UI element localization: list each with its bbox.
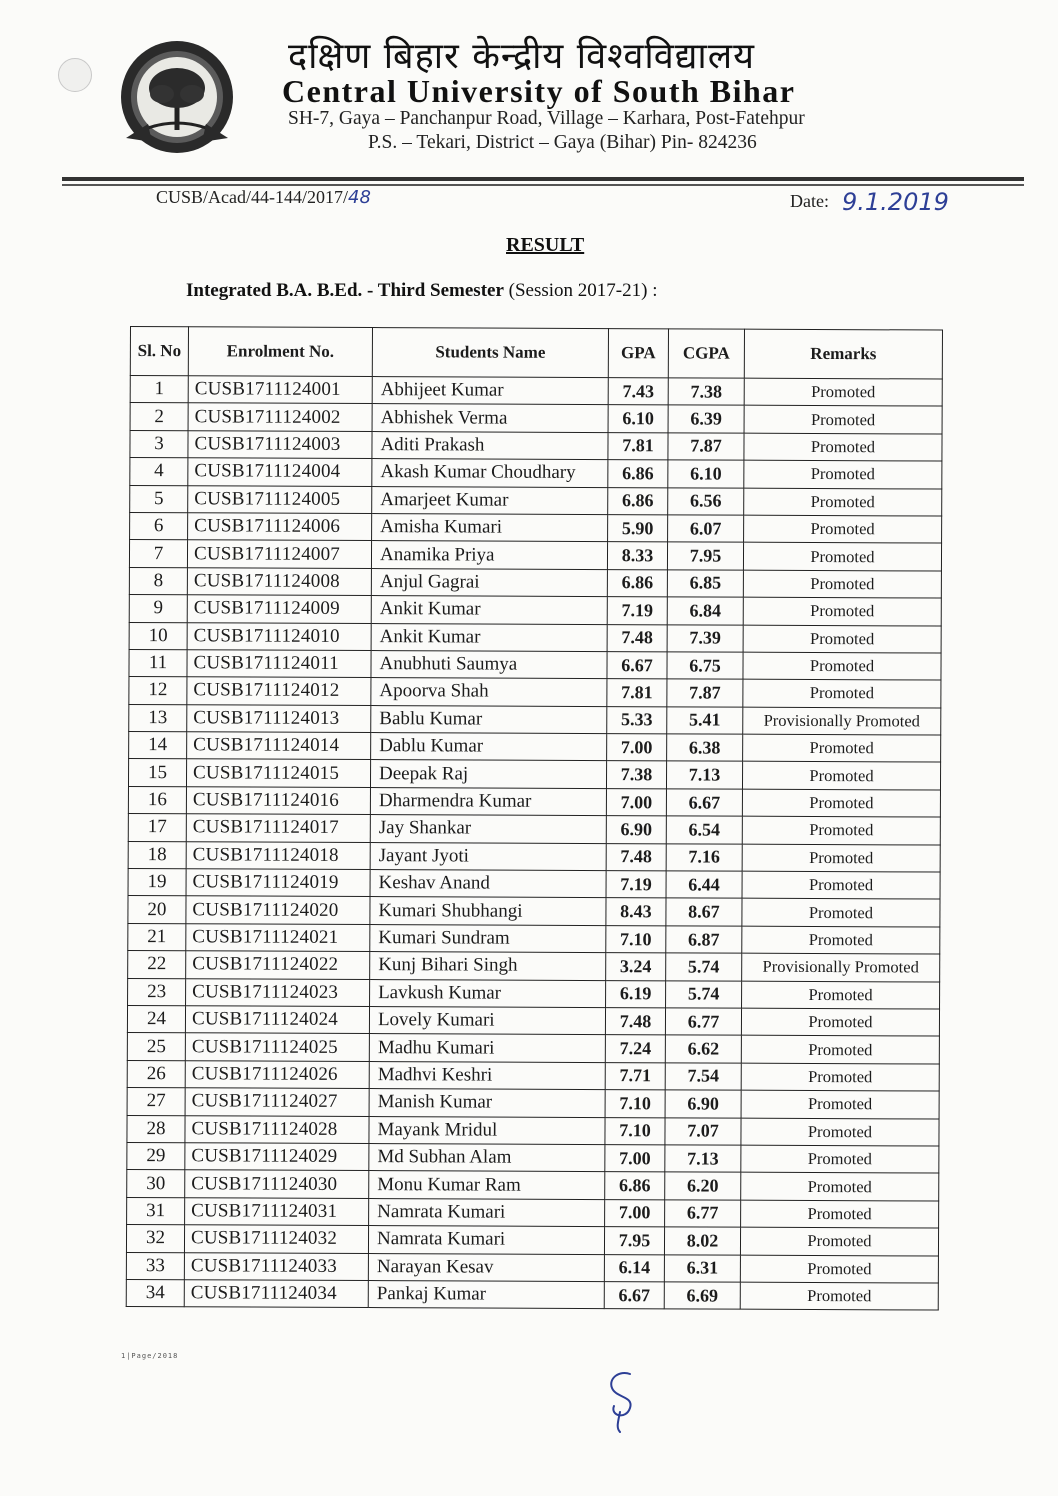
- session-info: (Session 2017-21) :: [503, 280, 658, 301]
- table-row: [129, 540, 941, 571]
- program-subtitle: [186, 280, 657, 302]
- reference-prefix: CUSB/Acad/44-144/2017/: [156, 187, 348, 207]
- table-row: [128, 978, 940, 1009]
- results-table-body: [126, 376, 942, 1311]
- cell-remarks: Promoted: [741, 1036, 939, 1064]
- cell-gpa: 7.10: [606, 925, 666, 953]
- cell-enrolment-no: CUSB1711124020: [186, 896, 370, 924]
- cell-cgpa: 6.31: [664, 1254, 740, 1282]
- cell-gpa: 6.67: [604, 1281, 664, 1309]
- cell-remarks: Promoted: [743, 543, 941, 571]
- cell-sl-no: 16: [128, 786, 186, 814]
- cell-gpa: 7.71: [605, 1062, 665, 1090]
- cell-remarks: Promoted: [742, 844, 940, 872]
- cell-student-name: Dablu Kumar: [371, 733, 607, 761]
- cell-gpa: 7.10: [605, 1090, 665, 1118]
- cell-sl-no: 18: [128, 841, 186, 869]
- header-student-name: Students Name: [372, 328, 608, 378]
- cell-enrolment-no: CUSB1711124015: [186, 759, 370, 787]
- cell-remarks: Promoted: [742, 871, 940, 899]
- cell-remarks: Promoted: [742, 816, 940, 844]
- cell-student-name: Kunj Bihari Singh: [370, 952, 606, 980]
- header-enrolment-no: Enrolment No.: [188, 327, 372, 377]
- cell-gpa: 6.86: [607, 569, 667, 597]
- table-row: [129, 649, 941, 680]
- cell-gpa: 8.33: [607, 542, 667, 570]
- cell-student-name: Pankaj Kumar: [368, 1280, 604, 1308]
- program-name: Integrated B.A. B.Ed. - Third Semester: [186, 280, 504, 301]
- cell-student-name: Ankit Kumar: [371, 623, 607, 651]
- cell-remarks: Provisionally Promoted: [742, 953, 940, 981]
- cell-remarks: Promoted: [742, 762, 940, 790]
- cell-student-name: Jayant Jyoti: [370, 842, 606, 870]
- cell-enrolment-no: CUSB1711124013: [187, 704, 371, 732]
- cell-enrolment-no: CUSB1711124019: [186, 869, 370, 897]
- cell-enrolment-no: CUSB1711124033: [184, 1252, 368, 1280]
- cell-gpa: 7.81: [607, 679, 667, 707]
- cell-enrolment-no: CUSB1711124014: [187, 732, 371, 760]
- cell-enrolment-no: CUSB1711124023: [186, 978, 370, 1006]
- cell-gpa: 6.90: [606, 816, 666, 844]
- cell-sl-no: 32: [126, 1225, 184, 1253]
- cell-student-name: Bablu Kumar: [371, 705, 607, 733]
- header-divider-thick: [62, 177, 1024, 181]
- header-gpa: GPA: [608, 329, 668, 378]
- cell-student-name: Narayan Kesav: [368, 1253, 604, 1281]
- cell-sl-no: 26: [127, 1060, 185, 1088]
- cell-remarks: Promoted: [744, 378, 942, 406]
- cell-remarks: Promoted: [741, 1200, 939, 1228]
- cell-cgpa: 7.95: [667, 542, 743, 570]
- cell-enrolment-no: CUSB1711124016: [186, 787, 370, 815]
- cell-remarks: Promoted: [742, 899, 940, 927]
- cell-sl-no: 21: [128, 923, 186, 951]
- cell-sl-no: 15: [128, 759, 186, 787]
- cell-cgpa: 8.67: [666, 898, 742, 926]
- table-row: [126, 1252, 938, 1283]
- cell-sl-no: 4: [130, 458, 188, 486]
- cell-gpa: 6.86: [605, 1172, 665, 1200]
- table-row: [129, 677, 941, 708]
- cell-enrolment-no: CUSB1711124025: [185, 1033, 369, 1061]
- cell-student-name: Aditi Prakash: [372, 431, 608, 459]
- table-row: [129, 595, 941, 626]
- cell-cgpa: 7.07: [665, 1117, 741, 1145]
- cell-enrolment-no: CUSB1711124011: [187, 650, 371, 678]
- table-row: [128, 786, 940, 817]
- header-remarks: Remarks: [744, 329, 942, 379]
- cell-student-name: Kumari Shubhangi: [370, 897, 606, 925]
- table-row: [129, 732, 941, 763]
- cell-gpa: 7.43: [608, 378, 668, 406]
- cell-enrolment-no: CUSB1711124018: [186, 841, 370, 869]
- cell-gpa: 7.00: [607, 734, 667, 762]
- cell-sl-no: 23: [128, 978, 186, 1006]
- cell-gpa: 5.90: [608, 515, 668, 543]
- cell-remarks: Promoted: [744, 460, 942, 488]
- cell-sl-no: 25: [127, 1033, 185, 1061]
- date-handwritten-value: 9.1.2019: [842, 188, 949, 216]
- cell-cgpa: 6.87: [666, 926, 742, 954]
- table-row: [128, 759, 940, 790]
- cell-cgpa: 6.90: [665, 1090, 741, 1118]
- cell-enrolment-no: CUSB1711124004: [188, 458, 372, 486]
- cell-sl-no: 30: [127, 1170, 185, 1198]
- table-row: [129, 704, 941, 735]
- header-cgpa: CGPA: [668, 329, 744, 378]
- cell-cgpa: 6.10: [668, 460, 744, 488]
- cell-sl-no: 33: [126, 1252, 184, 1280]
- cell-gpa: 6.86: [608, 487, 668, 515]
- cell-student-name: Anjul Gagrai: [371, 568, 607, 596]
- table-row: [127, 1005, 939, 1036]
- table-row: [130, 403, 942, 434]
- table-row: [127, 1033, 939, 1064]
- cell-student-name: Abhishek Verma: [372, 404, 608, 432]
- punch-hole-icon: [58, 58, 92, 92]
- handwritten-signature-icon: [590, 1366, 650, 1436]
- table-row: [127, 1142, 939, 1173]
- cell-gpa: 6.19: [606, 980, 666, 1008]
- cell-cgpa: 7.13: [665, 1145, 741, 1173]
- cell-cgpa: 5.74: [666, 953, 742, 981]
- table-header-row: [130, 327, 942, 380]
- cell-sl-no: 29: [127, 1142, 185, 1170]
- cell-student-name: Madhvi Keshri: [369, 1061, 605, 1089]
- cell-cgpa: 5.41: [667, 707, 743, 735]
- cell-cgpa: 6.75: [667, 652, 743, 680]
- cell-enrolment-no: CUSB1711124008: [187, 567, 371, 595]
- cell-student-name: Keshav Anand: [370, 870, 606, 898]
- cell-gpa: 7.10: [605, 1117, 665, 1145]
- table-row: [127, 1060, 939, 1091]
- cell-enrolment-no: CUSB1711124031: [185, 1197, 369, 1225]
- table-row: [129, 567, 941, 598]
- university-seal-logo-icon: [118, 38, 236, 156]
- cell-remarks: Promoted: [744, 515, 942, 543]
- cell-remarks: Promoted: [743, 734, 941, 762]
- cell-remarks: Promoted: [742, 981, 940, 1009]
- cell-student-name: Monu Kumar Ram: [369, 1171, 605, 1199]
- cell-sl-no: 27: [127, 1088, 185, 1116]
- cell-cgpa: 7.87: [667, 679, 743, 707]
- cell-gpa: 8.43: [606, 898, 666, 926]
- cell-remarks: Promoted: [740, 1282, 938, 1310]
- cell-enrolment-no: CUSB1711124021: [186, 924, 370, 952]
- table-row: [127, 1115, 939, 1146]
- cell-sl-no: 28: [127, 1115, 185, 1143]
- cell-enrolment-no: CUSB1711124003: [188, 431, 372, 459]
- cell-student-name: Anubhuti Saumya: [371, 650, 607, 678]
- cell-cgpa: 6.77: [665, 1200, 741, 1228]
- cell-student-name: Kumari Sundram: [370, 924, 606, 952]
- cell-cgpa: 7.87: [668, 433, 744, 461]
- cell-sl-no: 24: [127, 1005, 185, 1033]
- cell-enrolment-no: CUSB1711124029: [185, 1143, 369, 1171]
- cell-remarks: Promoted: [740, 1227, 938, 1255]
- cell-sl-no: 13: [129, 704, 187, 732]
- cell-remarks: Promoted: [742, 789, 940, 817]
- cell-gpa: 7.00: [606, 788, 666, 816]
- cell-remarks: Promoted: [743, 597, 941, 625]
- cell-remarks: Promoted: [741, 1145, 939, 1173]
- cell-sl-no: 12: [129, 677, 187, 705]
- cell-remarks: Promoted: [743, 652, 941, 680]
- cell-enrolment-no: CUSB1711124001: [188, 376, 372, 404]
- university-name-hindi: दक्षिण बिहार केन्द्रीय विश्वविद्यालय: [288, 36, 756, 77]
- results-table: [126, 326, 943, 1311]
- cell-sl-no: 7: [129, 540, 187, 568]
- cell-remarks: Promoted: [742, 926, 940, 954]
- table-row: [126, 1225, 938, 1256]
- cell-sl-no: 17: [128, 814, 186, 842]
- cell-enrolment-no: CUSB1711124032: [184, 1225, 368, 1253]
- cell-enrolment-no: CUSB1711124024: [185, 1006, 369, 1034]
- cell-student-name: Md Subhan Alam: [369, 1143, 605, 1171]
- table-row: [126, 1279, 938, 1310]
- cell-sl-no: 11: [129, 649, 187, 677]
- header-sl-no: Sl. No: [130, 327, 188, 376]
- cell-enrolment-no: CUSB1711124017: [186, 814, 370, 842]
- reference-handwritten-number: 48: [348, 187, 371, 208]
- table-row: [128, 896, 940, 927]
- table-row: [128, 814, 940, 845]
- cell-remarks: Promoted: [743, 679, 941, 707]
- cell-sl-no: 20: [128, 896, 186, 924]
- cell-remarks: Promoted: [743, 625, 941, 653]
- table-row: [127, 1088, 939, 1119]
- cell-sl-no: 2: [130, 403, 188, 431]
- cell-sl-no: 34: [126, 1279, 184, 1307]
- cell-sl-no: 9: [129, 595, 187, 623]
- cell-cgpa: 7.54: [665, 1063, 741, 1091]
- cell-student-name: Namrata Kumari: [369, 1198, 605, 1226]
- cell-gpa: 7.19: [607, 597, 667, 625]
- cell-enrolment-no: CUSB1711124002: [188, 403, 372, 431]
- header-divider-thin: [62, 184, 1024, 186]
- cell-student-name: Madhu Kumari: [369, 1034, 605, 1062]
- cell-student-name: Anamika Priya: [371, 541, 607, 569]
- cell-sl-no: 22: [128, 951, 186, 979]
- cell-gpa: 7.48: [606, 843, 666, 871]
- cell-remarks: Promoted: [741, 1118, 939, 1146]
- cell-cgpa: 6.84: [667, 597, 743, 625]
- cell-cgpa: 6.77: [665, 1008, 741, 1036]
- cell-student-name: Jay Shankar: [370, 815, 606, 843]
- cell-gpa: 6.67: [607, 651, 667, 679]
- cell-remarks: Promoted: [743, 570, 941, 598]
- cell-student-name: Amisha Kumari: [372, 514, 608, 542]
- cell-enrolment-no: CUSB1711124028: [185, 1115, 369, 1143]
- table-row: [130, 458, 942, 489]
- table-row: [128, 923, 940, 954]
- cell-sl-no: 3: [130, 430, 188, 458]
- table-row: [128, 869, 940, 900]
- table-row: [127, 1197, 939, 1228]
- cell-remarks: Promoted: [744, 488, 942, 516]
- cell-gpa: 7.38: [606, 761, 666, 789]
- date-label: Date:: [790, 191, 829, 211]
- cell-student-name: Lavkush Kumar: [370, 979, 606, 1007]
- cell-cgpa: 6.62: [665, 1035, 741, 1063]
- cell-student-name: Lovely Kumari: [369, 1007, 605, 1035]
- cell-gpa: 6.86: [608, 460, 668, 488]
- cell-cgpa: 7.39: [667, 624, 743, 652]
- cell-gpa: 7.48: [605, 1008, 665, 1036]
- cell-student-name: Apoorva Shah: [371, 678, 607, 706]
- cell-gpa: 7.00: [605, 1199, 665, 1227]
- page-marker: 1|Page/2018: [121, 1352, 179, 1360]
- cell-cgpa: 7.16: [666, 843, 742, 871]
- table-row: [128, 841, 940, 872]
- cell-student-name: Mayank Mridul: [369, 1116, 605, 1144]
- cell-cgpa: 6.69: [664, 1282, 740, 1310]
- cell-enrolment-no: CUSB1711124026: [185, 1061, 369, 1089]
- cell-gpa: 6.10: [608, 405, 668, 433]
- table-row: [127, 1170, 939, 1201]
- cell-cgpa: 6.38: [667, 734, 743, 762]
- cell-gpa: 7.81: [608, 432, 668, 460]
- table-row: [130, 430, 942, 461]
- cell-remarks: Promoted: [741, 1063, 939, 1091]
- cell-sl-no: 14: [129, 732, 187, 760]
- cell-gpa: 7.19: [606, 871, 666, 899]
- cell-cgpa: 6.56: [668, 487, 744, 515]
- cell-enrolment-no: CUSB1711124030: [185, 1170, 369, 1198]
- table-row: [128, 951, 940, 982]
- cell-remarks: Promoted: [741, 1008, 939, 1036]
- cell-cgpa: 6.44: [666, 871, 742, 899]
- cell-cgpa: 6.85: [667, 570, 743, 598]
- table-row: [130, 485, 942, 516]
- cell-remarks: Promoted: [740, 1255, 938, 1283]
- cell-gpa: 3.24: [606, 953, 666, 981]
- cell-cgpa: 6.67: [666, 789, 742, 817]
- reference-number: [156, 187, 371, 208]
- cell-enrolment-no: CUSB1711124012: [187, 677, 371, 705]
- cell-gpa: 7.95: [604, 1227, 664, 1255]
- cell-cgpa: 7.13: [666, 761, 742, 789]
- cell-enrolment-no: CUSB1711124027: [185, 1088, 369, 1116]
- cell-student-name: Abhijeet Kumar: [372, 377, 608, 405]
- cell-sl-no: 8: [129, 567, 187, 595]
- address-line-2: P.S. – Tekari, District – Gaya (Bihar) Pin- 824236: [368, 132, 757, 153]
- cell-enrolment-no: CUSB1711124022: [186, 951, 370, 979]
- cell-student-name: Ankit Kumar: [371, 596, 607, 624]
- cell-student-name: Namrata Kumari: [368, 1226, 604, 1254]
- cell-enrolment-no: CUSB1711124010: [187, 622, 371, 650]
- cell-remarks: Promoted: [741, 1090, 939, 1118]
- cell-gpa: 5.33: [607, 706, 667, 734]
- cell-sl-no: 10: [129, 622, 187, 650]
- cell-cgpa: 6.54: [666, 816, 742, 844]
- document-title: RESULT: [506, 234, 585, 256]
- cell-student-name: Dharmendra Kumar: [370, 787, 606, 815]
- cell-sl-no: 5: [130, 485, 188, 513]
- cell-enrolment-no: CUSB1711124009: [187, 595, 371, 623]
- cell-gpa: 7.24: [605, 1035, 665, 1063]
- cell-remarks: Promoted: [744, 433, 942, 461]
- cell-sl-no: 6: [130, 512, 188, 540]
- cell-gpa: 6.14: [604, 1254, 664, 1282]
- cell-remarks: Provisionally Promoted: [743, 707, 941, 735]
- cell-sl-no: 31: [127, 1197, 185, 1225]
- cell-cgpa: 6.20: [665, 1172, 741, 1200]
- cell-enrolment-no: CUSB1711124005: [188, 485, 372, 513]
- cell-enrolment-no: CUSB1711124034: [184, 1280, 368, 1308]
- cell-cgpa: 7.38: [668, 378, 744, 406]
- cell-cgpa: 6.39: [668, 405, 744, 433]
- cell-gpa: 7.00: [605, 1145, 665, 1173]
- cell-enrolment-no: CUSB1711124007: [187, 540, 371, 568]
- address-line-1: SH-7, Gaya – Panchanpur Road, Village – Karhara, Post-Fatehpur: [288, 108, 805, 129]
- cell-cgpa: 8.02: [664, 1227, 740, 1255]
- cell-remarks: Promoted: [744, 406, 942, 434]
- cell-sl-no: 19: [128, 869, 186, 897]
- cell-remarks: Promoted: [741, 1173, 939, 1201]
- cell-student-name: Deepak Raj: [370, 760, 606, 788]
- university-name-english: Central University of South Bihar: [282, 73, 796, 109]
- cell-sl-no: 1: [130, 376, 188, 404]
- table-row: [130, 376, 942, 407]
- cell-student-name: Akash Kumar Choudhary: [372, 459, 608, 487]
- cell-cgpa: 6.07: [668, 515, 744, 543]
- cell-student-name: Manish Kumar: [369, 1089, 605, 1117]
- cell-gpa: 7.48: [607, 624, 667, 652]
- cell-student-name: Amarjeet Kumar: [372, 486, 608, 514]
- cell-enrolment-no: CUSB1711124006: [188, 513, 372, 541]
- table-row: [129, 622, 941, 653]
- cell-cgpa: 5.74: [666, 980, 742, 1008]
- table-row: [130, 512, 942, 543]
- results-table-wrapper: [126, 326, 942, 1311]
